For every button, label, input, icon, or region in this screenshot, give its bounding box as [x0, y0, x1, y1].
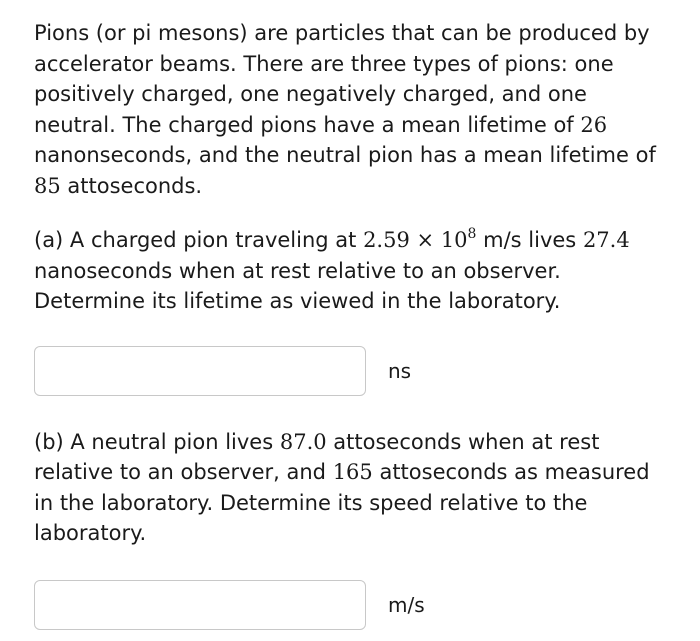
- rest-lifetime-value: 27.4: [582, 228, 630, 252]
- part-b-unit-label: m/s: [388, 592, 425, 617]
- part-b-text-2: attoseconds when at rest relative to an observer, and: [34, 429, 600, 484]
- lab-lifetime-value: 165: [332, 460, 373, 484]
- part-a-unit-label: ns: [388, 358, 412, 383]
- intro-text-3: attoseconds.: [60, 173, 203, 198]
- charged-lifetime-value: 26: [580, 112, 608, 137]
- part-a-answer-input[interactable]: [34, 346, 366, 396]
- part-b-question: [34, 427, 674, 549]
- intro-paragraph: [34, 18, 674, 201]
- part-a-text-1: (a) A charged pion traveling at: [34, 228, 364, 252]
- part-b-text-1: (b) A neutral pion lives: [34, 429, 280, 454]
- neutral-rest-lifetime-value: 87.0: [279, 429, 327, 454]
- intro-text-2: nanonseconds, and the neutral pion has a mean lifetime of: [34, 143, 656, 167]
- speed-base: 10: [440, 228, 468, 252]
- part-b-text-3: attoseconds as measured in the laboratory. Determine its speed relative to the laboratory.: [34, 460, 650, 545]
- part-b-answer-row: [34, 579, 674, 631]
- speed-exponent: 8: [467, 226, 477, 242]
- part-a-answer-row: [34, 345, 674, 397]
- speed-mantissa: 2.59: [363, 228, 410, 252]
- times-symbol: ×: [416, 228, 435, 252]
- part-a-text-2: m/s lives: [476, 228, 583, 252]
- part-a-question: [34, 225, 674, 317]
- question-content: [34, 18, 674, 631]
- part-b-answer-input[interactable]: [34, 580, 366, 630]
- part-a-text-3: nanoseconds when at rest relative to an observer. Determine its lifetime as viewed in the laboratory.: [34, 258, 561, 313]
- intro-text-1: Pions (or pi mesons) are particles that can be produced by accelerator beams. There are three types of pions: one positively charged, one negatively charged, and one neutral. The charged pions have a mean lifetime of: [34, 21, 650, 137]
- neutral-lifetime-value: 85: [34, 173, 61, 198]
- speed-expression: [363, 228, 476, 252]
